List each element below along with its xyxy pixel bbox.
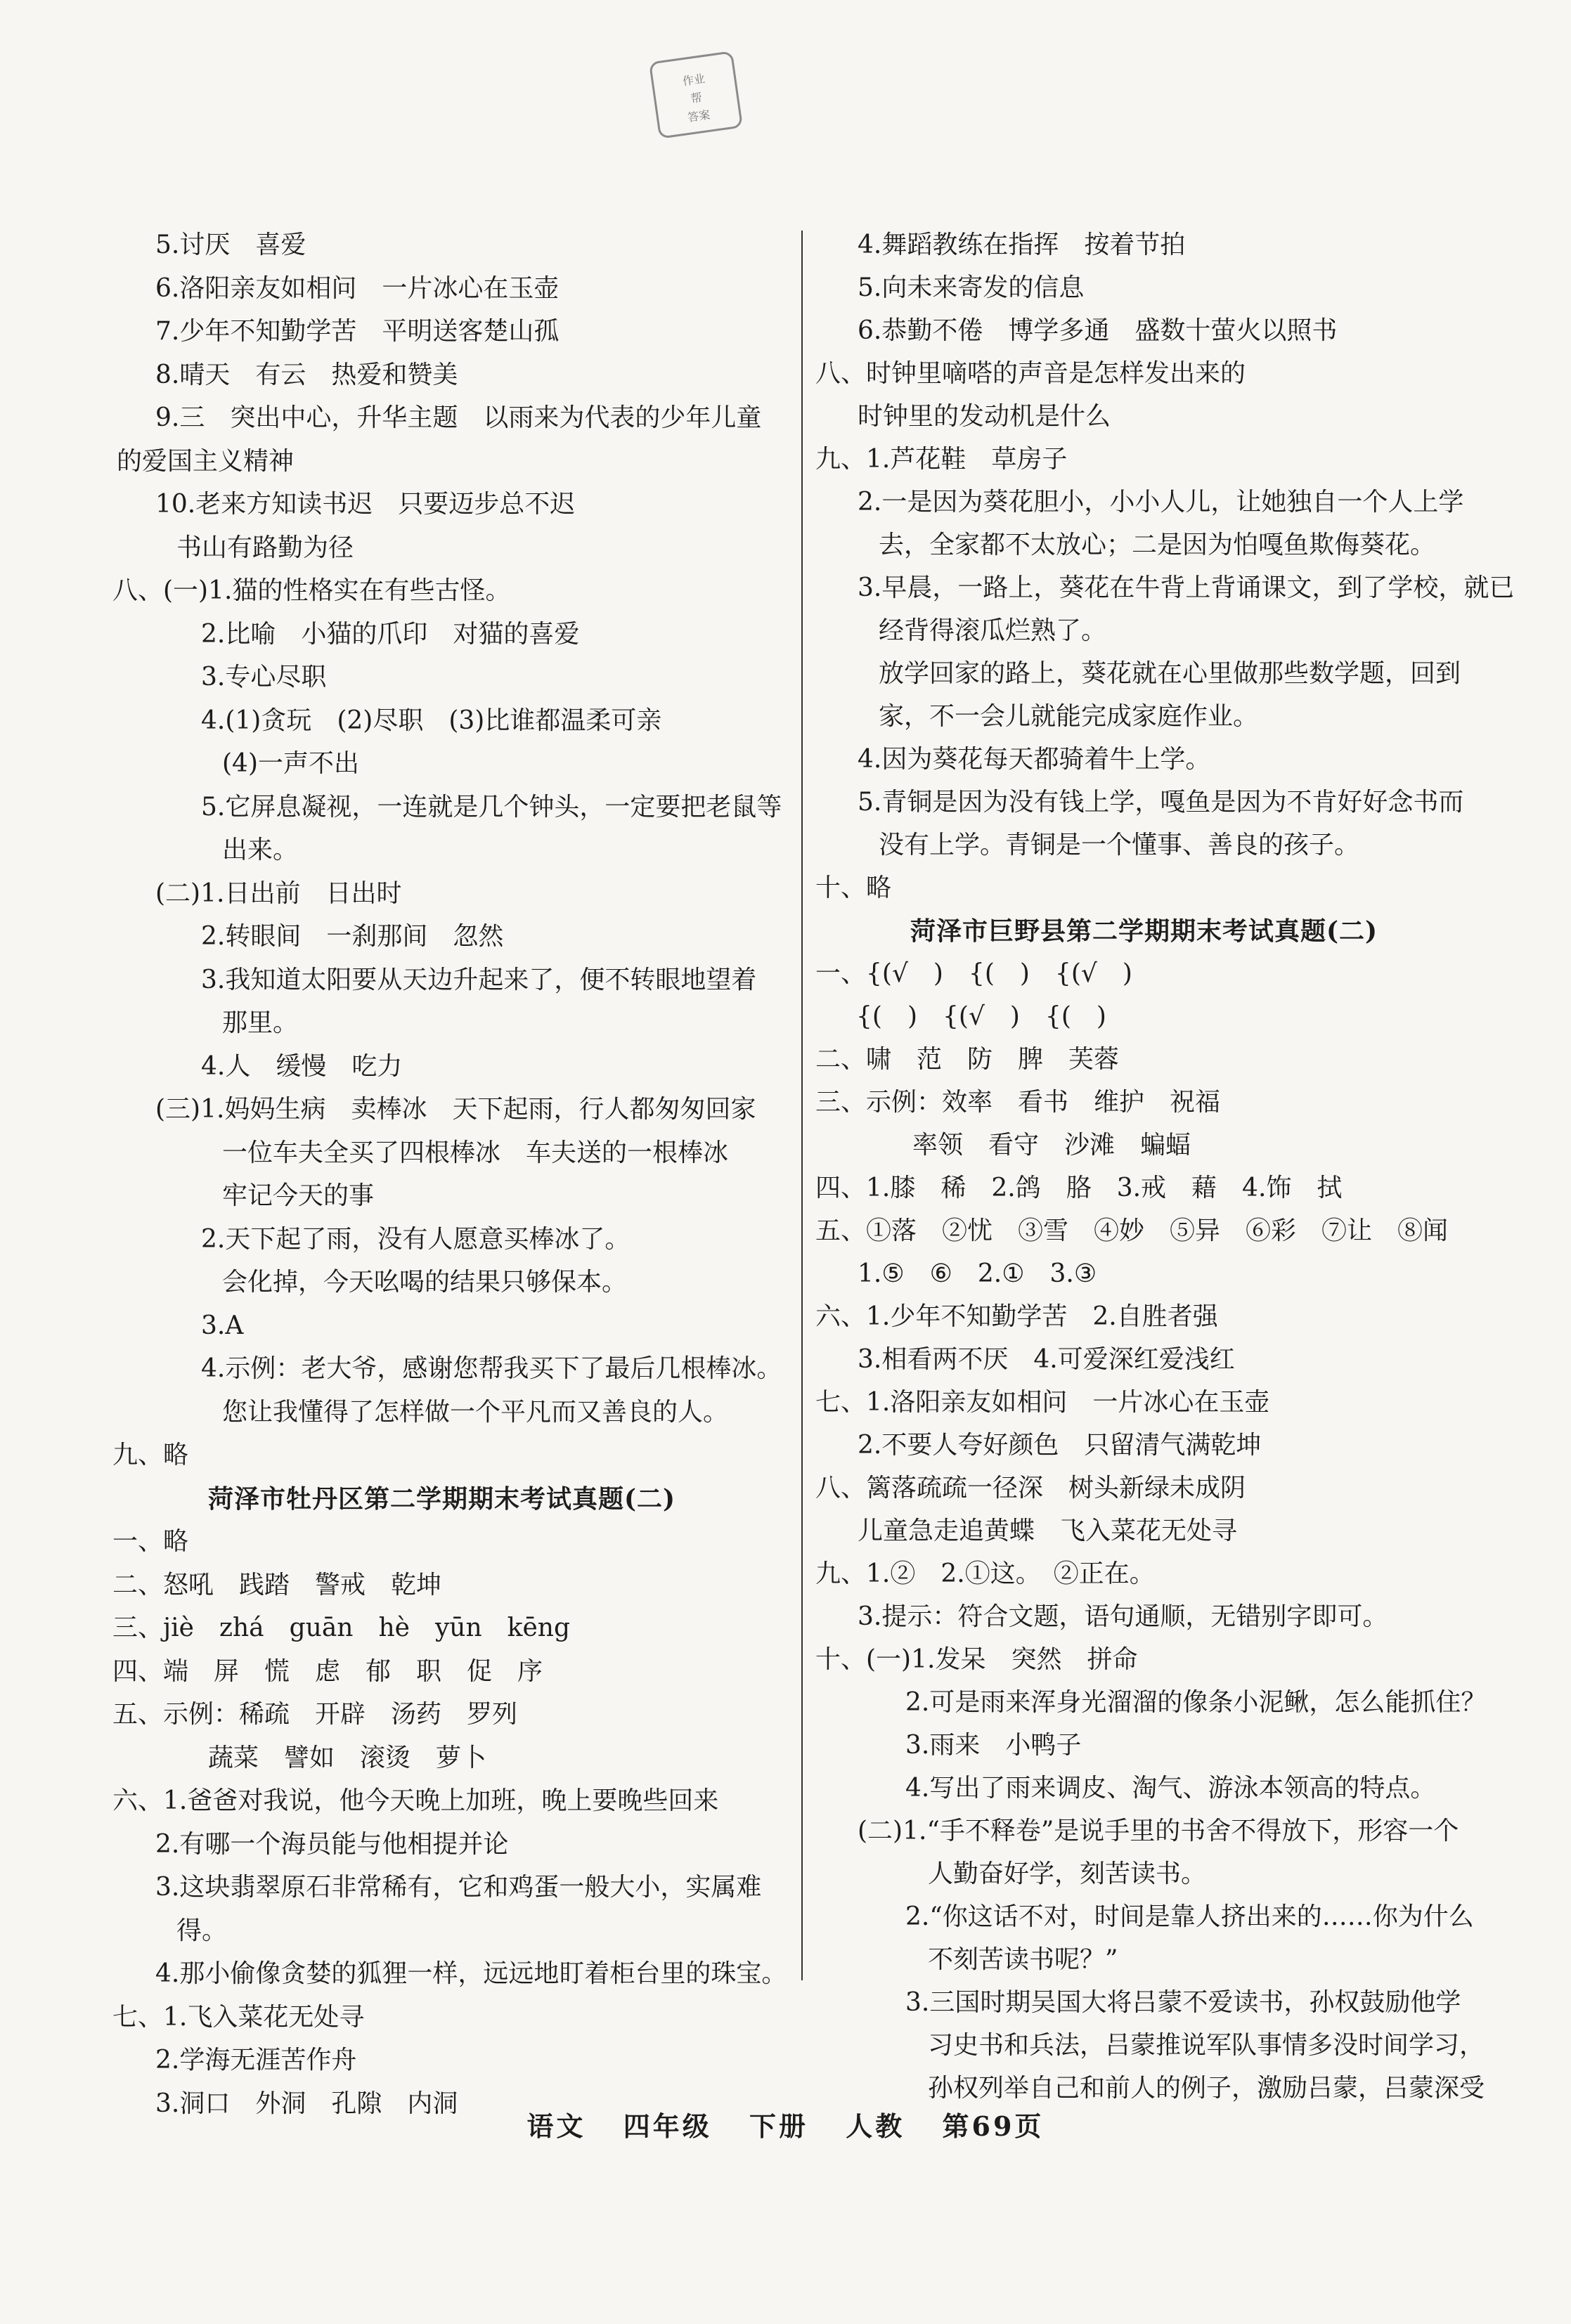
footer-volume: 下册 <box>749 2110 809 2142</box>
answer-line: 4.舞蹈教练在指挥 按着节拍 <box>858 231 1186 259</box>
answer-line: 3.我知道太阳要从天边升起来了，便不转眼地望着 <box>201 965 757 994</box>
answer-line: 牢记今天的事 <box>222 1181 375 1210</box>
answer-line: 3.早晨，一路上，葵花在牛背上背诵课文，到了学校，就已 <box>858 573 1515 602</box>
answer-line: 一位车夫全买了四根棒冰 车夫送的一根棒冰 <box>222 1138 729 1167</box>
answer-line: 六、1.爸爸对我说，他今天晚上加班，晚上要晚些回来 <box>112 1786 719 1815</box>
answer-line: 2.有哪一个海员能与他相提并论 <box>155 1829 509 1859</box>
answer-line: 人勤奋好学，刻苦读书。 <box>928 1859 1207 1888</box>
answer-line: 书山有路勤为径 <box>176 533 354 562</box>
answer-line: 二、怒吼 践踏 警戒 乾坤 <box>112 1570 442 1599</box>
answer-line: 2.天下起了雨，没有人愿意买棒冰了。 <box>201 1224 631 1254</box>
answer-line: 6.洛阳亲友如相问 一片冰心在玉壶 <box>155 273 560 303</box>
answer-line: 4.那小偷像贪婪的狐狸一样，远远地盯着柜台里的珠宝。 <box>155 1959 787 1988</box>
page-footer <box>0 2105 1571 2143</box>
answer-line: 5.青铜是因为没有钱上学，嘎鱼是因为不肯好好念书而 <box>858 788 1464 817</box>
answer-line: 八、时钟里嘀嗒的声音是怎样发出来的 <box>815 359 1246 388</box>
answer-line: 没有上学。青铜是一个懂事、善良的孩子。 <box>879 831 1360 859</box>
answer-line: 去，全家都不太放心；二是因为怕嘎鱼欺侮葵花。 <box>879 531 1436 559</box>
answer-line: 2.学海无涯苦作舟 <box>155 2046 357 2075</box>
answer-line: 您让我懂得了怎样做一个平凡而又善良的人。 <box>222 1397 729 1427</box>
answer-line: 七、1.飞入菜花无处寻 <box>112 2002 365 2032</box>
answer-line: 9.三 突出中心，升华主题 以雨来为代表的少年儿童 <box>155 403 762 432</box>
answer-line: 10.老来方知读书迟 只要迈步总不迟 <box>155 490 576 519</box>
answer-line: {( ) {(√ ) {( ) <box>856 1002 1106 1031</box>
answer-line: 二、啸 范 防 脾 芙蓉 <box>815 1045 1120 1074</box>
answer-line: 七、1.洛阳亲友如相问 一片冰心在玉壶 <box>815 1388 1270 1417</box>
answer-line: 5.讨厌 喜爱 <box>155 231 306 259</box>
answer-line: 蔬菜 譬如 滚烫 萝卜 <box>208 1743 487 1772</box>
answer-line: 3.三国时期吴国大将吕蒙不爱读书，孙权鼓励他学 <box>905 1988 1461 2017</box>
answer-line: 家，不一会儿就能完成家庭作业。 <box>879 702 1259 731</box>
answer-line: 会化掉，今天吆喝的结果只够保本。 <box>222 1268 628 1297</box>
answer-line: 3.A <box>201 1311 244 1340</box>
answer-line: 2.比喻 小猫的爪印 对猫的喜爱 <box>201 619 580 649</box>
answer-line: 4.因为葵花每天都骑着牛上学。 <box>858 745 1211 774</box>
logo-text-1: 作业 <box>681 72 706 89</box>
answer-line: 五、示例：稀疏 开辟 汤药 罗列 <box>112 1700 518 1729</box>
answer-line: 一、略 <box>112 1527 189 1556</box>
answer-line: 三、jiè zhá guān hè yūn kēng <box>112 1614 571 1642</box>
column-divider <box>801 231 803 1980</box>
answer-line: 1.⑤ ⑥ 2.① 3.③ <box>858 1259 1097 1288</box>
answer-line: 3.相看两不厌 4.可爱深红爱浅红 <box>858 1345 1235 1374</box>
answer-line: 五、①落 ②忧 ③雪 ④妙 ⑤异 ⑥彩 ⑦让 ⑧闻 <box>815 1216 1449 1245</box>
answer-line: 5.向未来寄发的信息 <box>858 273 1085 302</box>
answer-line: 2.可是雨来浑身光溜溜的像条小泥鳅，怎么能抓住？ <box>905 1688 1487 1717</box>
answer-line: 九、1.② 2.①这。 ②正在。 <box>815 1559 1155 1588</box>
answer-line: 3.这块翡翠原石非常稀有，它和鸡蛋一般大小，实属难 <box>155 1873 762 1902</box>
answer-line: 三、示例：效率 看书 维护 祝福 <box>815 1088 1221 1117</box>
answer-line: 4.示例：老大爷，感谢您帮我买下了最后几根棒冰。 <box>201 1354 782 1383</box>
answer-line: 6.恭勤不倦 博学多通 盛数十萤火以照书 <box>858 316 1338 345</box>
answer-line: 九、1.芦花鞋 草房子 <box>815 445 1068 474</box>
publisher-logo <box>649 51 743 139</box>
answer-line: 时钟里的发动机是什么 <box>858 402 1111 431</box>
answer-line: (二)1.日出前 日出时 <box>155 878 402 908</box>
answer-line: 八、篱落疏疏一径深 树头新绿未成阴 <box>815 1474 1246 1502</box>
answer-line: 得。 <box>176 1916 228 1945</box>
answer-line: 不刻苦读书呢？” <box>928 1945 1118 1974</box>
answer-line: 出来。 <box>222 836 299 864</box>
answer-line: 九、略 <box>112 1441 189 1469</box>
answer-line: 经背得滚瓜烂熟了。 <box>879 616 1107 645</box>
answer-line: 四、1.膝 稀 2.鸽 胳 3.戒 藉 4.饰 拭 <box>815 1174 1343 1202</box>
section-heading: 菏泽市巨野县第二学期期末考试真题(二) <box>910 916 1378 946</box>
answer-line: 2.一是因为葵花胆小，小小人儿，让她独自一个人上学 <box>858 488 1464 517</box>
answer-line: 四、端 屏 慌 虑 郁 职 促 序 <box>112 1656 543 1686</box>
answer-line: 那里。 <box>222 1008 299 1037</box>
answer-line: 2.不要人夸好颜色 只留清气满乾坤 <box>858 1431 1262 1460</box>
answer-line: 率领 看守 沙滩 蝙蝠 <box>912 1131 1191 1160</box>
answer-line: 一、{(√ ) {( ) {(√ ) <box>815 959 1132 988</box>
section-heading: 菏泽市牡丹区第二学期期末考试真题(二) <box>208 1484 676 1514</box>
answer-line: 孙权列举自己和前人的例子，激励吕蒙，吕蒙深受 <box>928 2074 1485 2103</box>
answer-line: 3.提示：符合文题，语句通顺，无错别字即可。 <box>858 1602 1388 1631</box>
answer-line: 习史书和兵法，吕蒙推说军队事情多没时间学习， <box>928 2031 1485 2060</box>
answer-line: 2.“你这话不对，时间是靠人挤出来的……你为什么 <box>905 1902 1474 1931</box>
answer-line: 7.少年不知勤学苦 平明送客楚山孤 <box>155 317 560 346</box>
answer-line: 4.人 缓慢 吃力 <box>201 1051 403 1081</box>
answer-line: (三)1.妈妈生病 卖棒冰 天下起雨，行人都匆匆回家 <box>155 1095 756 1124</box>
footer-grade: 四年级 <box>623 2110 712 2142</box>
answer-line: 3.洞口 外洞 孔隙 内洞 <box>155 2089 458 2118</box>
footer-edition: 人教 <box>846 2110 905 2142</box>
answer-line: 的爱国主义精神 <box>117 446 295 476</box>
logo-text-3: 答案 <box>687 108 711 124</box>
footer-subject: 语文 <box>526 2110 586 2142</box>
answer-line: 8.晴天 有云 热爱和赞美 <box>155 360 458 389</box>
answer-line: 放学回家的路上，葵花就在心里做那些数学题，回到 <box>879 659 1461 688</box>
answer-line: 4.(1)贪玩 (2)尽职 (3)比谁都温柔可亲 <box>201 706 662 735</box>
answer-line: 十、(一)1.发呆 突然 拼命 <box>815 1645 1138 1674</box>
answer-line: 4.写出了雨来调皮、淘气、游泳本领高的特点。 <box>905 1774 1436 1803</box>
answer-line: 儿童急走追黄蝶 飞入菜花无处寻 <box>858 1517 1238 1545</box>
answer-line: 3.雨来 小鸭子 <box>905 1731 1082 1760</box>
footer-page-number: 第69页 <box>942 2110 1045 2142</box>
answer-line: 3.专心尽职 <box>201 663 327 692</box>
answer-line: 八、(一)1.猫的性格实在有些古怪。 <box>112 576 511 605</box>
answer-line: (4)一声不出 <box>222 749 359 778</box>
answer-line: 5.它屏息凝视，一连就是几个钟头，一定要把老鼠等 <box>201 792 782 822</box>
answer-line: (二)1.“手不释卷”是说手里的书舍不得放下，形容一个 <box>858 1817 1459 1845</box>
logo-text-2: 帮 <box>690 90 703 105</box>
answer-line: 2.转眼间 一刹那间 忽然 <box>201 922 504 951</box>
answer-line: 十、略 <box>815 874 892 902</box>
answer-line: 六、1.少年不知勤学苦 2.自胜者强 <box>815 1302 1218 1331</box>
